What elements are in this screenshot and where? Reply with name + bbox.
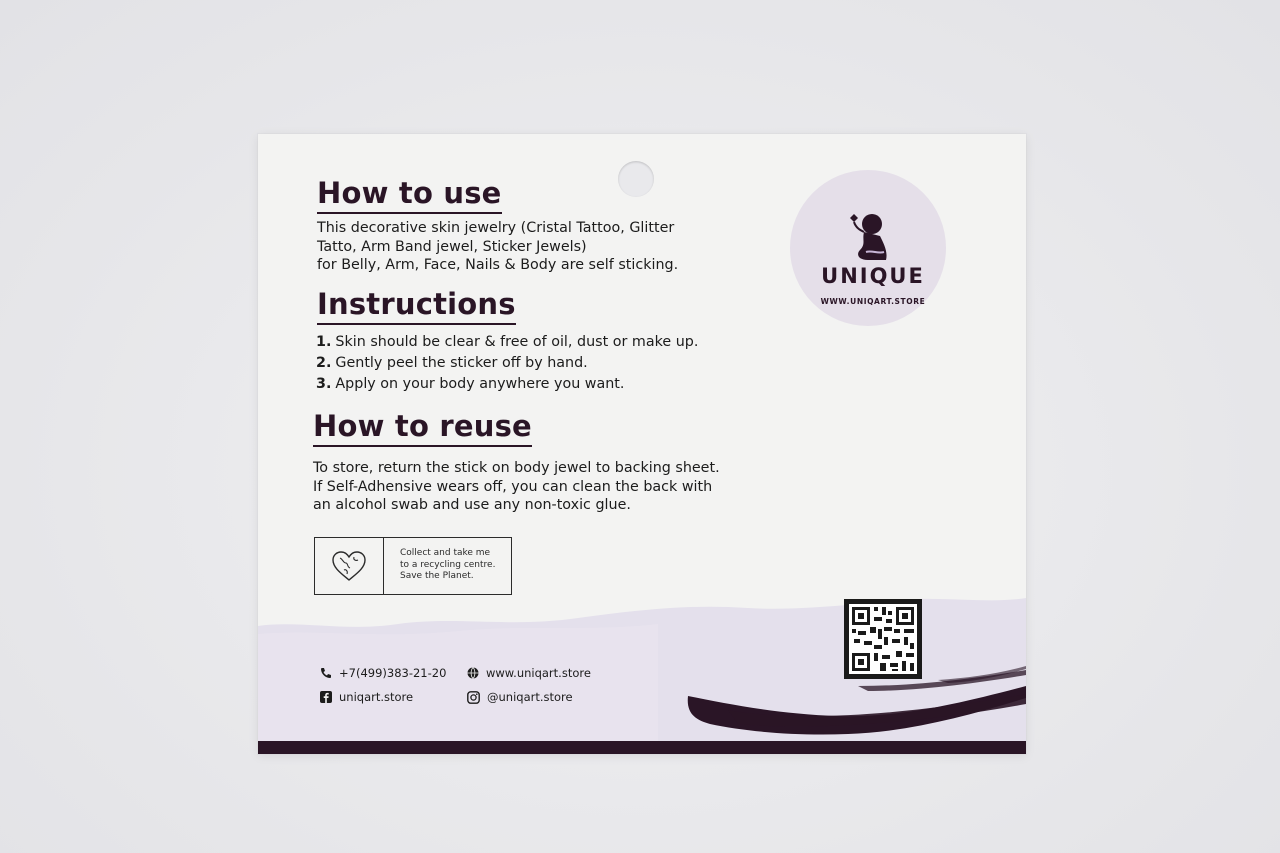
step-item: 1. Skin should be clear & free of oil, dust or make up. bbox=[316, 334, 699, 350]
recycle-text: Collect and take me to a recycling centre. Save the Planet. bbox=[400, 548, 496, 581]
how-to-use-text: This decorative skin jewelry (Cristal Tattoo, Glitter Tatto, Arm Band jewel, Sticker Jewels) for Belly, Arm, Face, Nails & Body are self sticking. bbox=[317, 220, 679, 273]
brand-url: WWW.UNIQART.STORE bbox=[820, 297, 926, 306]
instructions-heading: Instructions bbox=[317, 287, 516, 325]
phone-icon bbox=[320, 667, 332, 679]
globe-icon bbox=[467, 667, 479, 679]
contact-website[interactable] bbox=[467, 666, 591, 680]
how-to-reuse-text: To store, return the stick on body jewel to backing sheet. If Self-Adhensive wears off, you can clean the back with an alcohol swab and use any non-toxic glue. bbox=[313, 460, 720, 513]
instagram-icon bbox=[467, 691, 480, 704]
instagram-text: @uniqart.store bbox=[487, 690, 573, 704]
brand-name: UNIQUE bbox=[821, 264, 925, 288]
contact-facebook[interactable] bbox=[320, 690, 413, 704]
instruction-card bbox=[258, 134, 1026, 754]
qr-code bbox=[844, 599, 922, 679]
bottom-bar bbox=[258, 741, 1026, 754]
how-to-use-heading: How to use bbox=[317, 176, 502, 214]
phone-text: +7(499)383-21-20 bbox=[339, 666, 447, 680]
contact-phone[interactable] bbox=[320, 666, 446, 680]
how-to-reuse-heading: How to reuse bbox=[313, 409, 532, 447]
step-item: 2. Gently peel the sticker off by hand. bbox=[316, 355, 588, 371]
facebook-text: uniqart.store bbox=[339, 690, 414, 704]
step-item: 3. Apply on your body anywhere you want. bbox=[316, 376, 625, 392]
website-text: www.uniqart.store bbox=[486, 666, 591, 680]
facebook-icon bbox=[320, 691, 332, 703]
contact-instagram[interactable] bbox=[467, 690, 573, 704]
